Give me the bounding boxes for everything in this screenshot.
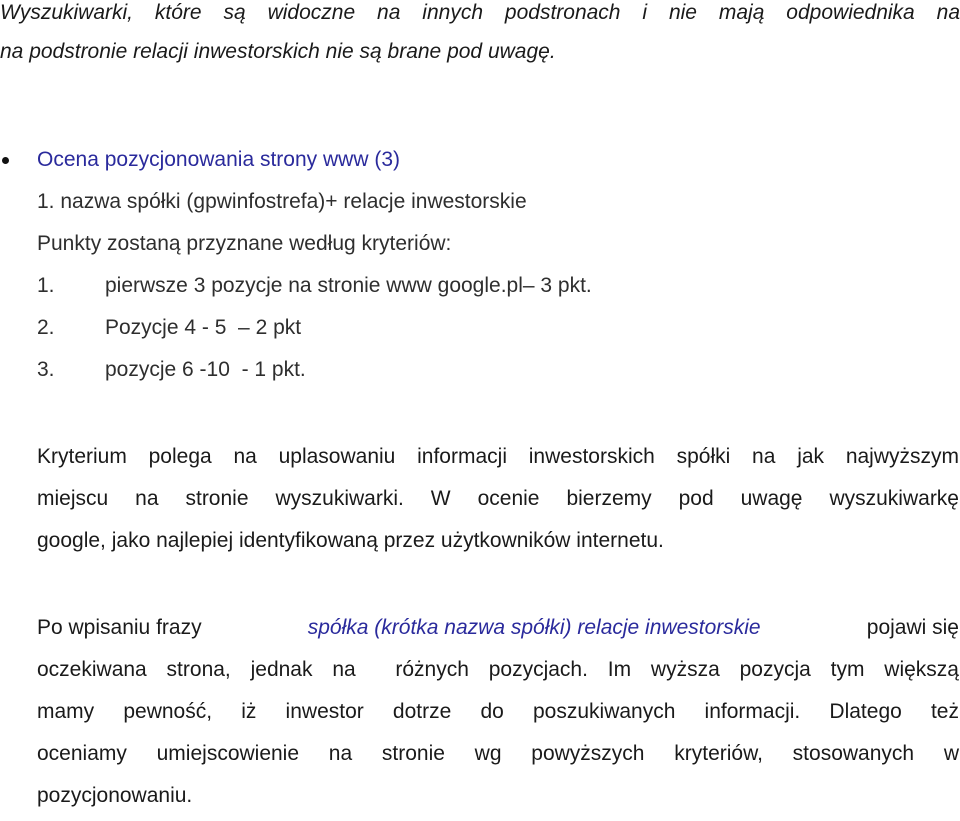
section-heading: Ocena pozycjonowania strony www (3): [37, 148, 400, 171]
intro-line-1: Wyszukiwarki, które są widoczne na innych podstronach i nie mają odpowiednika na: [0, 1, 960, 24]
paragraph-2-line-5: pozycjonowaniu.: [37, 784, 193, 807]
bullet-icon: [2, 157, 9, 164]
criteria-item-1-num: 1.: [37, 274, 55, 297]
intro-line-2: na podstronie relacji inwestorskich nie są brane pod uwagę.: [0, 40, 556, 63]
paragraph-2-line-1: [37, 615, 959, 641]
criteria-intro: Punkty zostaną przyznane według kryteriów:: [37, 232, 452, 255]
paragraph-2-before: Po wpisaniu frazy: [37, 616, 202, 639]
paragraph-2-line-4: oceniamy umiejscowienie na stronie wg powyższych kryteriów, stosowanych w: [37, 742, 959, 765]
paragraph-2-italic-phrase: spółka (krótka nazwa spółki) relacje inwestorskie: [307, 616, 761, 639]
criteria-item-2-num: 2.: [37, 316, 55, 339]
paragraph-2-line-2: oczekiwana strona, jednak na różnych pozycjach. Im wyższa pozycja tym większą: [37, 658, 959, 681]
paragraph-1-line-1: Kryterium polega na uplasowaniu informacji inwestorskich spółki na jak najwyższym: [37, 445, 959, 468]
criteria-item-3-num: 3.: [37, 358, 55, 381]
criteria-item-2-text: Pozycje 4 - 5 – 2 pkt: [105, 316, 302, 339]
paragraph-2-after: pojawi się: [866, 616, 959, 639]
paragraph-1-line-2: miejscu na stronie wyszukiwarki. W ocenie bierzemy pod uwagę wyszukiwarkę: [37, 487, 959, 510]
paragraph-2-line-3: mamy pewność, iż inwestor dotrze do poszukiwanych informacji. Dlatego też: [37, 700, 959, 723]
point-1: 1. nazwa spółki (gpwinfostrefa)+ relacje inwestorskie: [37, 190, 527, 213]
criteria-item-3-text: pozycje 6 -10 - 1 pkt.: [105, 358, 306, 381]
paragraph-1-line-3: google, jako najlepiej identyfikowaną przez użytkowników internetu.: [37, 529, 664, 552]
criteria-item-1-text: pierwsze 3 pozycje na stronie www google.pl– 3 pkt.: [105, 274, 592, 297]
